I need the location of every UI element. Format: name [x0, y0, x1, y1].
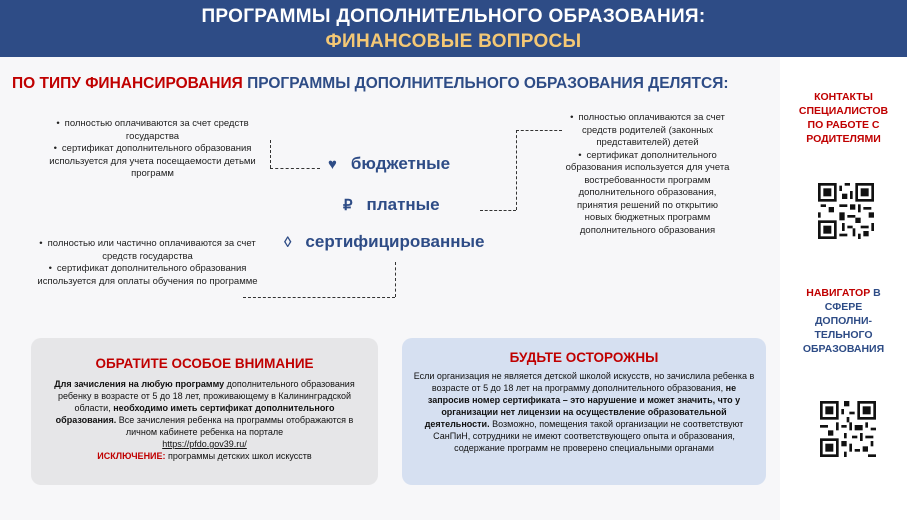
- navigator-title: [780, 286, 907, 356]
- careful-title: БУДЬТЕ ОСТОРОЖНЫ: [509, 350, 659, 365]
- subtitle-red-part: ПО ТИПУ ФИНАНСИРОВАНИЯ: [12, 75, 243, 92]
- diamond-icon: ◊: [284, 234, 292, 251]
- contacts-title: КОНТАКТЫ СПЕЦИАЛИСТОВ ПО РАБОТЕ С РОДИТЕЛЯМИ: [798, 91, 889, 145]
- careful-text: Если организация не является детской школой искусств, но зачислила ребенка в возрасте от 5 до 18 лет на программу дополнительного образования, не запросив номер сертификата – это нарушение и может значить, что у организации нет лицензии на осуществление образовательной деятельности. Возможно, помещения такой организации не соответствуют СанПиН, сотрудники не имеют соответствующего опыта и образования, содержание программ не проверено специальными органами: [413, 371, 755, 453]
- subtitle-blue-part: ПРОГРАММЫ ДОПОЛНИТЕЛЬНОГО ОБРАЗОВАНИЯ ДЕЛЯТСЯ:: [247, 75, 729, 92]
- category-certified-label: сертифицированные: [305, 232, 485, 251]
- header-banner: [0, 0, 907, 57]
- section-subtitle: [12, 75, 729, 93]
- list-item: • сертификат дополнительного образования используется для учета посещаемости детьми программ: [40, 143, 265, 181]
- connector-cert-horizontal: [243, 297, 395, 298]
- header-title-line2: ФИНАНСОВЫЕ ВОПРОСЫ: [325, 31, 582, 52]
- navigator-title-text: НАВИГАТОР В СФЕРЕ ДОПОЛНИ-ТЕЛЬНОГО ОБРАЗОВАНИЯ: [802, 287, 885, 355]
- exception-text: программы детских школ искусств: [165, 451, 312, 461]
- list-item: • сертификат дополнительного образования используется для учета востребованности программ дополнительного образования, принятия решений по открытию новых бюджетных программ дополнительного образования: [565, 150, 730, 238]
- list-item: • полностью оплачиваются за счет средств государства: [40, 118, 265, 143]
- connector-paid-vertical: [516, 130, 517, 210]
- connector-cert-vertical: [395, 262, 396, 297]
- attention-text: Для зачисления на любую программу дополнительного образования ребенку в возрасте от 5 до 18 лет, проживающему в Калининградской области, необходимо иметь сертификат дополнительного образования. Все зачисления ребенка на программы отображаются в личном кабинете ребенка на портале https://pfdo.gov39.ru/ ИСКЛЮЧЕНИЕ: программы детских школ искусств: [54, 379, 355, 461]
- contacts-qr-code[interactable]: [818, 183, 874, 239]
- paid-notes-list: [565, 112, 730, 237]
- heart-icon: ♥: [328, 156, 337, 173]
- attention-box: [31, 338, 378, 485]
- header-title-line1: ПРОГРАММЫ ДОПОЛНИТЕЛЬНОГО ОБРАЗОВАНИЯ:: [201, 6, 706, 27]
- connector-budget-horizontal: [270, 168, 320, 169]
- ruble-icon: ₽: [343, 197, 353, 214]
- budget-notes-list: [40, 118, 265, 181]
- attention-title: ОБРАТИТЕ ОСОБОЕ ВНИМАНИЕ: [95, 356, 314, 371]
- category-budget-label: бюджетные: [350, 154, 451, 173]
- list-item: • сертификат дополнительного образования используется для оплаты обучения по программе: [25, 263, 270, 288]
- cert-notes-list: [25, 238, 270, 288]
- category-certified: [284, 232, 484, 252]
- navigator-qr-code[interactable]: [820, 401, 876, 457]
- category-paid-label: платные: [366, 195, 440, 214]
- exception-label: ИСКЛЮЧЕНИЕ:: [97, 451, 166, 461]
- category-budget: [328, 154, 450, 174]
- category-paid: [343, 195, 440, 215]
- portal-link[interactable]: https://pfdo.gov39.ru/: [162, 439, 247, 449]
- list-item: • полностью или частично оплачиваются за счет средств государства: [25, 238, 270, 263]
- list-item: • полностью оплачиваются за счет средств родителей (законных представителей) детей: [565, 112, 730, 150]
- connector-paid-top: [516, 130, 562, 131]
- connector-budget-vertical: [270, 140, 271, 168]
- connector-paid-horizontal: [480, 210, 516, 211]
- careful-box: [402, 338, 766, 485]
